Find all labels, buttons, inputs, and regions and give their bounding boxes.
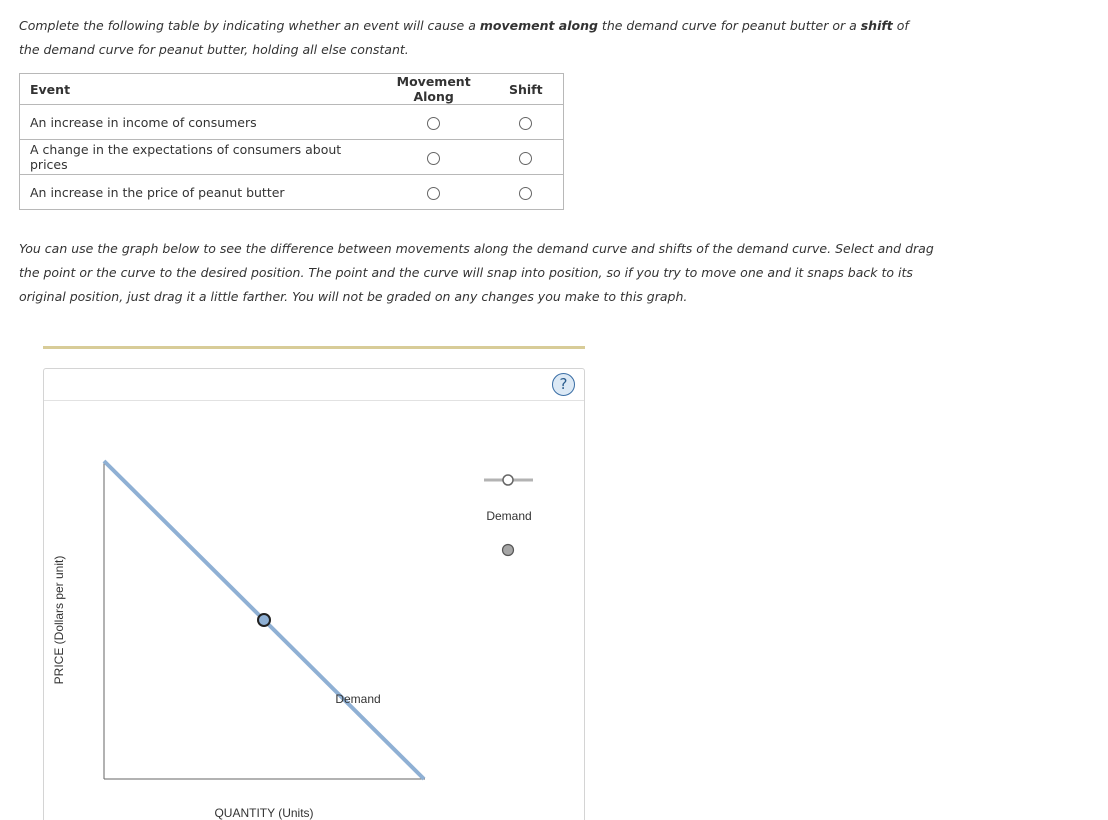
palette-demand-label: Demand <box>486 509 532 523</box>
x-axis-label: QUANTITY (Units) <box>214 806 314 820</box>
instructions-text-c: of the demand curve for peanut butter, holding all else constant. <box>19 18 909 57</box>
header-movement-along: Movement Along <box>379 74 489 105</box>
demand-curve-label: Demand <box>335 692 381 706</box>
demand-point[interactable] <box>258 614 270 626</box>
event-label: An increase in income of consumers <box>20 105 379 140</box>
graph-instructions: You can use the graph below to see the difference between movements along the demand curve and shifts of the demand curve. Select and drag the point or the curve to the desired position. The point and the curve will snap into position, so if you try to move one and it snaps back to its original position, just drag it a little farther. You will not be graded on any changes you make to this graph. <box>19 241 934 304</box>
instructions-text-b: the demand curve for peanut butter or a <box>597 18 861 33</box>
event-label: An increase in the price of peanut butter <box>20 175 379 210</box>
instructions-bold-shift: shift <box>860 18 893 33</box>
palette-point-tool[interactable] <box>503 545 514 556</box>
header-event: Event <box>20 74 379 105</box>
instructions-bold-movement: movement along <box>479 18 598 33</box>
y-axis-label: PRICE (Dollars per unit) <box>52 555 66 685</box>
palette-line-handle-icon <box>503 475 513 485</box>
palette-demand-curve-tool[interactable] <box>484 475 533 485</box>
event-label: A change in the expectations of consumers about prices <box>20 140 379 175</box>
help-button[interactable]: ? <box>552 373 575 396</box>
header-shift: Shift <box>489 74 564 105</box>
instructions-text-a: Complete the following table by indicating whether an event will cause a <box>19 18 480 33</box>
